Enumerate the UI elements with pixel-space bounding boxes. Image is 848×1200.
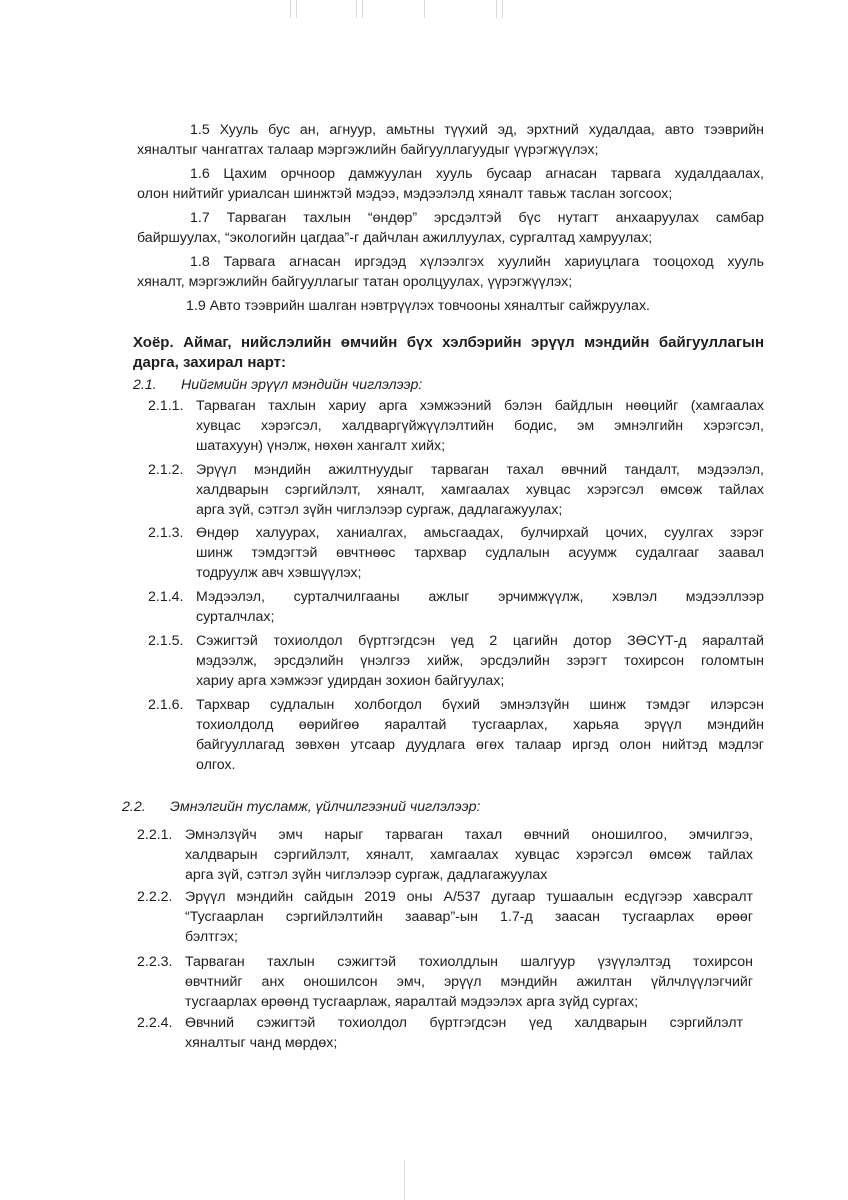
item-2-1-3-line-2: шинж тэмдэгтэй өвчтнөөс тархвар судлалын асуумж судалгааг заавал [196,545,764,561]
item-2-1-1-line-1: Тарваган тахлын хариу арга хэмжээний бэлэн байдлын нөөцийг (хамгаалах [196,398,764,414]
item-2-2-1-line-2: халдварын сэргийлэлт, хяналт, хамгаалах хувцас хэрэгсэл өмсөж тайлах [185,847,753,863]
item-2-2-3-line-3: тусгаарлах өрөөнд тусгаарлаж, яаралтай мэдээлэх арга зүйд сургах; [185,994,639,1010]
item-2-2-3-line-1: Тарваган тахлын сэжигтэй тохиолдлын шалгуур үзүүлэлтэд тохирсон [185,954,753,970]
paragraph-1-8-line-1: 1.8 Тарвага агнасан иргэдэд хүлээлгэх хуулийн хариуцлага тооцоход хууль [190,254,764,270]
item-2-1-6-line-1: Тархвар судлалын холбогдол бүхий эмнэлзүйн шинж тэмдэг илэрсэн [196,697,764,713]
paragraph-1-7-line-1: 1.7 Тарваган тахлын “өндөр” эрсдэлтэй бүс нутагт анхааруулах самбар [190,210,764,226]
scan-artifact [296,0,297,18]
item-2-1-2-line-2: халдварын сэргийлэлт, хяналт, хамгаалах хувцас хэрэгсэл өмсөж тайлах [196,482,764,498]
item-2-2-3-line-2: өвчтнийг анх оношилсон эмч, эрүүл мэндийн ажилтан үйлчлүүлэгчийг [185,974,753,990]
item-2-1-1-number: 2.1.1. [148,398,184,414]
item-2-1-2-line-1: Эрүүл мэндийн ажилтнуудыг тарваган тахал өвчний тандалт, мэдээлэл, [196,462,764,478]
item-2-1-6-line-3: байгууллагад зөвхөн утсаар дуудлага өгөх талаар иргэд олон нийтэд мэдлэг [196,737,764,753]
paragraph-1-5-line-1: 1.5 Хууль бус ан, агнуур, амьтны түүхий эд, эрхтний худалдаа, авто тээврийн [190,122,764,138]
scan-artifact [424,0,425,18]
paragraph-1-7-line-2: байршуулах, “экологийн цагдаа”-г дайчлан ажиллуулах, сургалтад хамруулах; [137,230,653,246]
section-2-heading-line-2: дарга, захирал нарт: [133,354,287,371]
item-2-2-4-number: 2.2.4. [137,1015,173,1031]
item-2-2-1-line-3: арга зүй, сэтгэл зүйн чиглэлээр сургаж, дадлагажуулах [185,867,548,883]
item-2-1-5-number: 2.1.5. [148,633,184,649]
item-2-1-3-number: 2.1.3. [148,525,184,541]
item-2-1-4-line-2: сурталчлах; [196,609,275,625]
item-2-1-6-line-2: тохиолдолд өөрийгөө яаралтай тусгаарлах, харьяа эрүүл мэндийн [196,717,764,733]
scan-artifact [362,0,363,18]
item-2-1-2-line-3: арга зүй, сэтгэл зүйн чиглэлээр сургаж, дадлагажуулах; [196,502,563,518]
paragraph-1-8-line-2: хяналт, мэргэжлийн байгууллагыг татан оролцуулах, үүрэгжүүлэх; [137,274,573,290]
subsection-2-2-number: 2.2. [122,799,146,815]
paragraph-1-5-line-2: хяналтыг чангатгах талаар мэргэжлийн байгууллагуудыг үүрэгжүүлэх; [137,142,599,158]
paragraph-1-6-line-2: олон нийтийг уриалсан шинжтэй мэдээ, мэдээлэлд хяналт тавьж таслан зогсоох; [137,186,673,202]
item-2-1-4-line-1: Мэдээлэл, сурталчилгааны ажлыг эрчимжүүлж, хэвлэл мэдээллээр [196,589,764,605]
item-2-1-5-line-2: мэдээлж, эрсдэлийн үнэлгээ хийж, эрсдэлийн зэрэгт тохирсон голомтын [196,653,764,669]
item-2-2-3-number: 2.2.3. [137,954,173,970]
item-2-1-1-line-3: шатахуун) үнэлж, нөхөн хангалт хийх; [196,438,446,454]
paragraph-1-6-line-1: 1.6 Цахим орчноор дамжуулан хууль бусаар агнасан тарвага худалдаалах, [190,166,764,182]
item-2-1-1-line-2: хувцас хэрэгсэл, халдваргүйжүүлэлтийн бодис, эм эмнэлгийн хэрэгсэл, [196,418,764,434]
item-2-1-5-line-3: хариу арга хэмжээг удирдан зохион байгуулах; [196,673,505,689]
scan-artifact [496,0,497,18]
item-2-2-2-number: 2.2.2. [137,889,173,905]
item-2-1-3-line-1: Өндөр халуурах, ханиалгах, амьсгаадах, булчирхай цочих, суулгах зэрэг [196,525,764,541]
scan-artifact [502,0,503,18]
scan-fold-line [404,1160,405,1200]
scan-artifact [356,0,357,18]
subsection-2-1-title: Нийгмийн эрүүл мэндийн чиглэлээр: [181,377,423,393]
item-2-2-1-number: 2.2.1. [137,827,173,843]
item-2-1-2-number: 2.1.2. [148,462,184,478]
paragraph-1-9: 1.9 Авто тээврийн шалган нэвтрүүлэх товчооны хяналтыг сайжруулах. [186,298,650,314]
scan-artifact [290,0,291,18]
item-2-2-4-line-2: хяналтыг чанд мөрдөх; [185,1035,338,1051]
section-2-heading-line-1: Хоёр. Аймаг, нийслэлийн өмчийн бүх хэлбэрийн эрүүл мэндийн байгууллагын [133,334,764,351]
item-2-2-4-line-1: Өвчний сэжигтэй тохиолдол бүртгэгдсэн үед халдварын сэргийлэлт [185,1015,743,1031]
item-2-2-2-line-3: бэлтгэх; [185,929,238,945]
item-2-1-6-line-4: олгох. [196,757,236,773]
item-2-1-6-number: 2.1.6. [148,697,184,713]
item-2-2-2-line-1: Эрүүл мэндийн сайдын 2019 оны А/537 дугаар тушаалын есдүгээр хавсралт [185,889,753,905]
subsection-2-2-title: Эмнэлгийн тусламж, үйлчилгээний чиглэлээр: [170,799,481,815]
item-2-1-5-line-1: Сэжигтэй тохиолдол бүртгэгдсэн үед 2 цагийн дотор ЗӨСҮТ-д яаралтай [196,633,764,649]
item-2-1-4-number: 2.1.4. [148,589,184,605]
item-2-2-2-line-2: “Тусгаарлан сэргийлэлтийн заавар”-ын 1.7-д заасан тусгаарлах өрөөг [185,909,753,925]
subsection-2-1-number: 2.1. [133,377,157,393]
item-2-1-3-line-3: тодруулж авч хэвшүүлэх; [196,565,362,581]
item-2-2-1-line-1: Эмнэлзүйч эмч нарыг тарваган тахал өвчний оношилгоо, эмчилгээ, [185,827,753,843]
